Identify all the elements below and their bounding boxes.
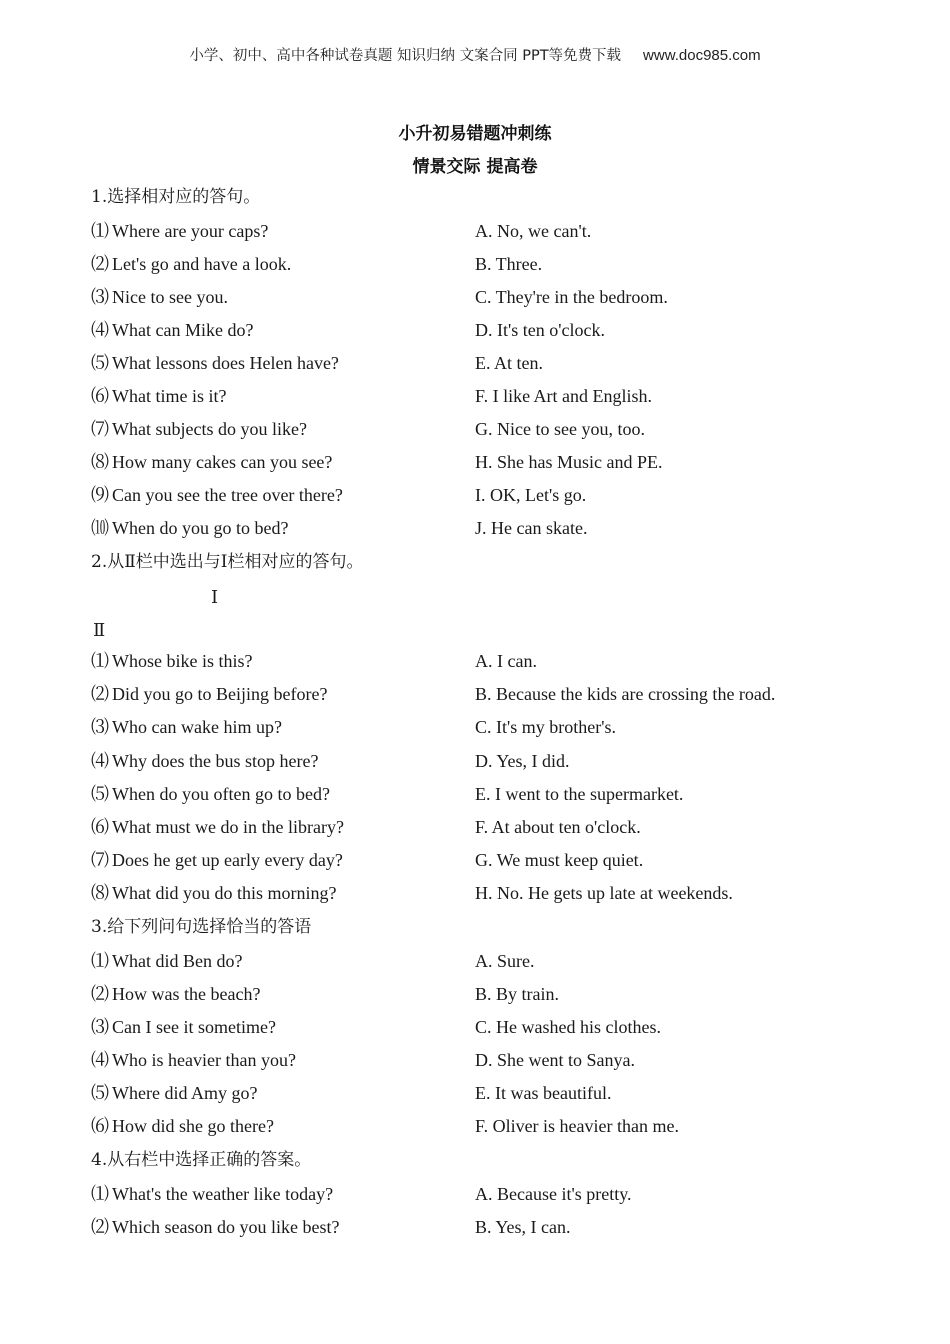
question-row bbox=[91, 1049, 296, 1071]
question-number: ⑹ bbox=[91, 1116, 109, 1136]
question-number: ⑵ bbox=[91, 1217, 109, 1237]
answer-option: G. We must keep quiet. bbox=[475, 850, 644, 870]
answer-option: E. I went to the supermarket. bbox=[475, 784, 684, 804]
answer-option: D. She went to Sanya. bbox=[475, 1050, 635, 1070]
question-text: What lessons does Helen have? bbox=[112, 353, 339, 373]
question-row bbox=[91, 484, 343, 506]
question-number: ⑵ bbox=[91, 984, 109, 1004]
answer-option: B. By train. bbox=[475, 984, 559, 1004]
answer-option: A. No, we can't. bbox=[475, 221, 592, 241]
answer-option: F. Oliver is heavier than me. bbox=[475, 1116, 680, 1136]
question-number: ⑻ bbox=[91, 883, 109, 903]
answer-option: F. I like Art and English. bbox=[475, 386, 653, 406]
question-text: Who is heavier than you? bbox=[112, 1050, 296, 1070]
question-text: Who can wake him up? bbox=[112, 717, 282, 737]
answer-option: A. Because it's pretty. bbox=[475, 1184, 632, 1204]
question-number: ⑷ bbox=[91, 320, 109, 340]
question-text: Did you go to Beijing before? bbox=[112, 684, 328, 704]
section-4-heading: 4.从右栏中选择正确的答案。 bbox=[91, 1150, 312, 1170]
question-text: When do you often go to bed? bbox=[112, 784, 330, 804]
question-number: ⑵ bbox=[91, 254, 109, 274]
question-text: Why does the bus stop here? bbox=[112, 751, 319, 771]
question-row bbox=[91, 683, 327, 705]
question-row bbox=[91, 451, 332, 473]
question-text: What's the weather like today? bbox=[112, 1184, 334, 1204]
question-row bbox=[91, 418, 307, 440]
question-text: Where did Amy go? bbox=[112, 1083, 258, 1103]
question-number: ⑻ bbox=[91, 452, 109, 472]
question-number: ⑸ bbox=[91, 1083, 109, 1103]
question-row bbox=[91, 352, 339, 374]
question-number: ⑽ bbox=[91, 518, 109, 538]
question-row bbox=[91, 319, 253, 341]
answer-option: D. Yes, I did. bbox=[475, 751, 570, 771]
question-text: What subjects do you like? bbox=[112, 419, 307, 439]
question-text: What did you do this morning? bbox=[112, 883, 337, 903]
question-number: ⑷ bbox=[91, 1050, 109, 1070]
question-text: Whose bike is this? bbox=[112, 651, 253, 671]
question-text: Can I see it sometime? bbox=[112, 1017, 276, 1037]
column-label-2: Ⅱ bbox=[93, 620, 106, 640]
answer-option: B. Because the kids are crossing the road. bbox=[475, 684, 776, 704]
answer-option: B. Yes, I can. bbox=[475, 1217, 571, 1237]
question-number: ⑶ bbox=[91, 287, 109, 307]
question-text: How did she go there? bbox=[112, 1116, 274, 1136]
answer-option: I. OK, Let's go. bbox=[475, 485, 587, 505]
answer-option: E. It was beautiful. bbox=[475, 1083, 612, 1103]
question-number: ⑵ bbox=[91, 684, 109, 704]
question-row bbox=[91, 1183, 333, 1205]
answer-option: E. At ten. bbox=[475, 353, 543, 373]
question-row bbox=[91, 1082, 257, 1104]
header-text: 小学、初中、高中各种试卷真题 知识归纳 文案合同 PPT等免费下载 bbox=[189, 48, 622, 64]
question-text: Which season do you like best? bbox=[112, 1217, 340, 1237]
question-number: ⑹ bbox=[91, 817, 109, 837]
question-text: When do you go to bed? bbox=[112, 518, 289, 538]
question-row bbox=[91, 385, 226, 407]
question-text: Where are your caps? bbox=[112, 221, 269, 241]
question-row bbox=[91, 750, 318, 772]
question-text: What time is it? bbox=[112, 386, 227, 406]
question-number: ⑴ bbox=[91, 651, 109, 671]
question-row bbox=[91, 286, 228, 308]
question-text: Nice to see you. bbox=[112, 287, 228, 307]
question-row bbox=[91, 983, 260, 1005]
answer-option: C. He washed his clothes. bbox=[475, 1017, 661, 1037]
question-row bbox=[91, 849, 343, 871]
question-row bbox=[91, 783, 330, 805]
question-number: ⑼ bbox=[91, 485, 109, 505]
question-number: ⑶ bbox=[91, 1017, 109, 1037]
question-text: Does he get up early every day? bbox=[112, 850, 343, 870]
question-row bbox=[91, 220, 268, 242]
question-text: What did Ben do? bbox=[112, 951, 243, 971]
answer-option: D. It's ten o'clock. bbox=[475, 320, 605, 340]
answer-option: F. At about ten o'clock. bbox=[475, 817, 641, 837]
question-text: What can Mike do? bbox=[112, 320, 254, 340]
question-row bbox=[91, 1016, 276, 1038]
question-number: ⑸ bbox=[91, 353, 109, 373]
question-row bbox=[91, 950, 242, 972]
answer-option: C. They're in the bedroom. bbox=[475, 287, 668, 307]
question-row bbox=[91, 253, 291, 275]
question-text: What must we do in the library? bbox=[112, 817, 344, 837]
section-3-heading: 3.给下列问句选择恰当的答语 bbox=[91, 917, 312, 937]
question-text: Let's go and have a look. bbox=[112, 254, 292, 274]
question-number: ⑷ bbox=[91, 751, 109, 771]
answer-option: H. She has Music and PE. bbox=[475, 452, 663, 472]
question-row bbox=[91, 716, 282, 738]
answer-option: H. No. He gets up late at weekends. bbox=[475, 883, 733, 903]
section-1-heading: 1.选择相对应的答句。 bbox=[91, 187, 261, 207]
page-header bbox=[0, 44, 950, 65]
answer-option: A. Sure. bbox=[475, 951, 535, 971]
question-text: Can you see the tree over there? bbox=[112, 485, 343, 505]
column-label-1: Ⅰ bbox=[211, 587, 219, 607]
answer-option: G. Nice to see you, too. bbox=[475, 419, 645, 439]
answer-option: A. I can. bbox=[475, 651, 537, 671]
question-number: ⑸ bbox=[91, 784, 109, 804]
question-row bbox=[91, 882, 336, 904]
doc-subtitle: 情景交际 提高卷 bbox=[412, 157, 538, 177]
question-row bbox=[91, 1216, 339, 1238]
question-text: How was the beach? bbox=[112, 984, 261, 1004]
header-site: www.doc985.com bbox=[643, 47, 761, 64]
question-row bbox=[91, 1115, 274, 1137]
question-number: ⑺ bbox=[91, 419, 109, 439]
answer-option: B. Three. bbox=[475, 254, 543, 274]
answer-option: C. It's my brother's. bbox=[475, 717, 616, 737]
question-row bbox=[91, 650, 252, 672]
question-row bbox=[91, 517, 288, 539]
question-row bbox=[91, 816, 344, 838]
question-number: ⑴ bbox=[91, 951, 109, 971]
question-text: How many cakes can you see? bbox=[112, 452, 333, 472]
question-number: ⑹ bbox=[91, 386, 109, 406]
section-2-heading: 2.从Ⅱ栏中选出与Ⅰ栏相对应的答句。 bbox=[91, 552, 364, 572]
question-number: ⑶ bbox=[91, 717, 109, 737]
question-number: ⑺ bbox=[91, 850, 109, 870]
answer-option: J. He can skate. bbox=[475, 518, 588, 538]
question-number: ⑴ bbox=[91, 1184, 109, 1204]
question-number: ⑴ bbox=[91, 221, 109, 241]
doc-title: 小升初易错题冲刺练 bbox=[398, 124, 552, 144]
